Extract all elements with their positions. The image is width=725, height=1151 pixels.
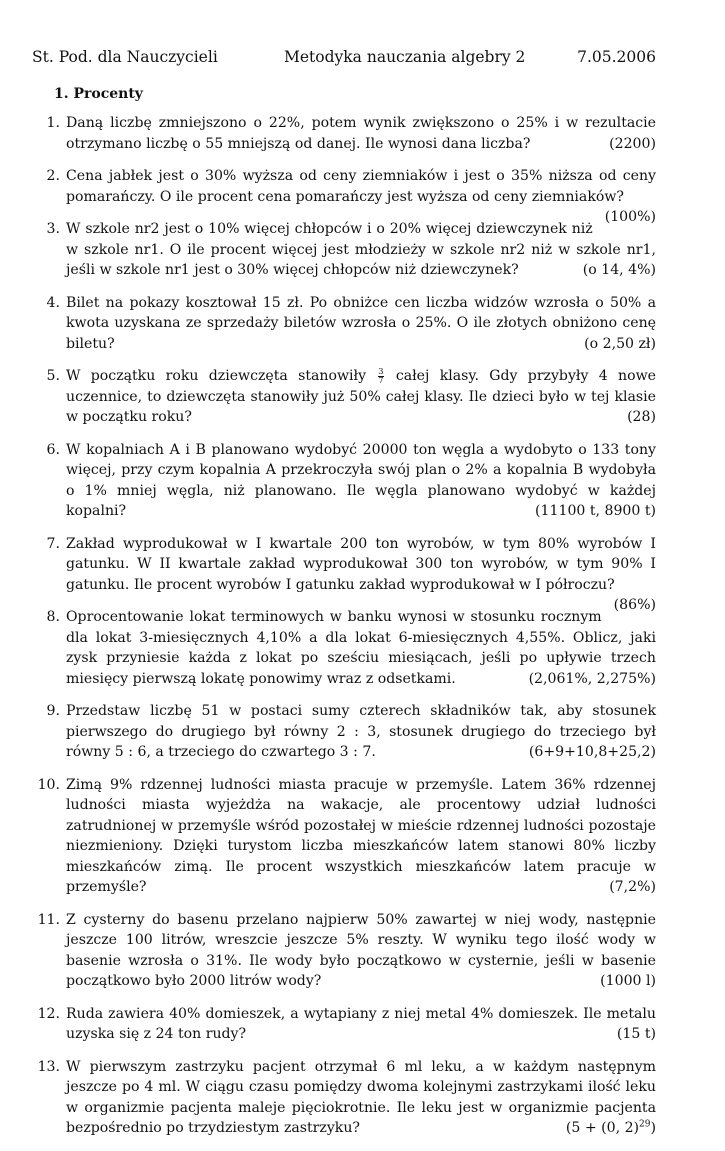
problem-number: 5. <box>46 368 60 384</box>
problem-text: W szkole nr2 jest o 10% więcej chłopców i o 20% więcej dziewczynek niż w szkole nr1. O ile procent więcej jest młodzieży w szkole nr2 niż w szkole nr1, jeśli w szkole nr1 jest o 30% więcej chłopców niż dziewczynek? <box>66 221 656 278</box>
problem-7 <box>32 534 656 613</box>
problem-number: 10. <box>37 776 60 793</box>
page-header <box>32 48 656 70</box>
header-date: 7.05.2006 <box>577 48 656 66</box>
fraction-denominator: 7 <box>378 375 384 385</box>
problem-5 <box>32 366 656 428</box>
fraction-numerator: 3 <box>378 366 384 376</box>
problem-text: Cena jabłek jest o 30% wyższa od ceny ziemniaków i jest o 35% niższa od ceny pomarańczy. O ile procent cena pomarańczy jest wyższa od ceny ziemniaków? <box>66 168 656 205</box>
problem-text: całej klasy. Gdy przybyły 4 nowe uczennice, to dziewczęta stanowiły już 50% całej klasy. Ile dzieci było w tej klasie w początku roku? <box>66 368 656 425</box>
problem-answer: (7,2%) <box>609 879 656 895</box>
problem-number: 12. <box>37 1005 60 1022</box>
problem-text: Przedstaw liczbę 51 w postaci sumy czterech składników tak, aby stosunek pierwszego do drugiego był równy 2 : 3, stosunek drugiego do trzeciego był równy 5 : 6, a trzeciego do czwartego 3 : 7. <box>66 703 656 760</box>
problem-answer: (2,061%, 2,275%) <box>528 670 656 687</box>
problem-3 <box>32 219 656 281</box>
problem-number: 13. <box>37 1058 60 1075</box>
problem-text: Oprocentowanie lokat terminowych w banku wynosi w stosunku rocznym dla lokat 3-miesięcznych 4,10% a dla lokat 6-miesięcznych 4,55%. Oblicz, jaki zysk przyniesie każda z lokat po sześciu miesiącach, jeśli po upływie trzech miesięcy pierwszą lokatę ponowimy wraz z odsetkami. <box>66 609 656 687</box>
problem-text: Zimą 9% rdzennej ludności miasta pracuje w przemyśle. Latem 36% rdzennej ludności miasta wyjeżdża na wakacje, ale procentowy udział ludności zatrudnionej w przemyśle wśród pozostałej w mieście rdzennej ludności pozostaje niezmieniony. Dzięki turystom liczba mieszkańców latem stanowi 80% liczby mieszkańców zimą. Ile procent wszystkich mieszkańców latem pracuje w przemyśle? <box>66 776 656 895</box>
problem-number: 11. <box>37 911 60 928</box>
problem-number: 2. <box>46 168 60 184</box>
problem-number: 3. <box>46 221 60 237</box>
problem-text: Zakład wyprodukował w I kwartale 200 ton wyrobów, w tym 80% wyrobów I gatunku. W II kwartale zakład wyprodukował 300 ton wyrobów, w tym 90% I gatunku. Ile procent wyrobów I gatunku zakład wyprodukował w I półroczu? <box>66 535 656 593</box>
problem-number: 6. <box>46 441 60 458</box>
problem-text: W kopalniach A i B planowano wydobyć 20000 ton węgla a wydobyto o 133 tony więcej, przy czym kopalnia A przekroczyła swój plan o 2% a kopalnia B wydobyła o 1% mniej węgla, niż planowano. Ile węgla planowano wydobyć w każdej kopalni? <box>66 441 656 519</box>
problem-list <box>32 113 656 1151</box>
answer-exponent: 29 <box>639 1119 651 1130</box>
problem-6 <box>32 440 656 522</box>
problem-answer: (1000 l) <box>600 973 656 989</box>
problem-text: Daną liczbę zmniejszono o 22%, potem wynik zwiększono o 25% i w rezultacie otrzymano liczbę o 55 mniejszą od danej. Ile wynosi dana liczba? <box>66 115 656 152</box>
problem-13 <box>32 1057 656 1139</box>
header-course: St. Pod. dla Nauczycieli <box>32 48 218 66</box>
problem-number: 9. <box>46 703 60 719</box>
header-subject: Metodyka nauczania algebry 2 <box>284 48 526 66</box>
problem-answer: (2200) <box>609 135 656 152</box>
problem-11 <box>32 910 656 992</box>
answer-base: (5 + (0, 2) <box>565 1120 640 1136</box>
problem-number: 8. <box>46 609 60 625</box>
problem-answer: (100%) <box>604 209 656 225</box>
answer-close: ) <box>650 1120 656 1136</box>
problem-answer: (28) <box>627 409 656 425</box>
problem-number: 1. <box>46 115 60 131</box>
problem-answer: (o 14, 4%) <box>582 262 656 278</box>
problem-8 <box>32 607 656 689</box>
problem-number: 7. <box>46 535 60 552</box>
problem-10 <box>32 775 656 898</box>
problem-answer: (6+9+10,8+25,2) <box>528 744 656 760</box>
problem-text: Ruda zawiera 40% domieszek, a wytapiany z niej metal 4% domieszek. Ile metalu uzyska się z 24 ton rudy? <box>66 1005 656 1042</box>
section-title: 1. Procenty <box>54 86 143 102</box>
problem-text: W pierwszym zastrzyku pacjent otrzymał 6 ml leku, a w każdym następnym jeszcze po 4 ml. W ciągu czasu pomiędzy dwoma kolejnymi zastrzykami ilość leku w organizmie pacjenta maleje pięciokrotnie. Ile leku jest w organizmie pacjenta bezpośrednio po trzydziestym zastrzyku? <box>66 1058 656 1136</box>
problem-1 <box>32 113 656 154</box>
problem-number: 4. <box>46 294 60 311</box>
problem-answer <box>566 1118 656 1139</box>
problem-text: Z cysterny do basenu przelano najpierw 50% zawartej w niej wody, następnie jeszcze 100 litrów, wreszcie jeszcze 5% reszty. W wyniku tego ilość wody w basenie wzrosła o 31%. Ile wody było początkowo w cysternie, jeśli w basenie początkowo było 2000 litrów wody? <box>66 911 656 989</box>
problem-answer: (11100 t, 8900 t) <box>535 503 656 519</box>
problem-answer: (86%) <box>613 597 656 613</box>
problem-text: Bilet na pokazy kosztował 15 zł. Po obniżce cen liczba widzów wzrosła o 50% a kwota uzyskana ze sprzedaży biletów wzrosła o 25%. O ile złotych obniżono cenę biletu? <box>66 294 656 352</box>
problem-answer: (15 t) <box>616 1026 656 1042</box>
fraction <box>378 368 383 385</box>
problem-2 <box>32 166 656 225</box>
problem-answer: (o 2,50 zł) <box>584 335 656 352</box>
problem-text-start: W początku roku dziewczęta stanowiły <box>66 368 367 384</box>
problem-4 <box>32 293 656 355</box>
problem-12 <box>32 1004 656 1045</box>
problem-9 <box>32 701 656 763</box>
